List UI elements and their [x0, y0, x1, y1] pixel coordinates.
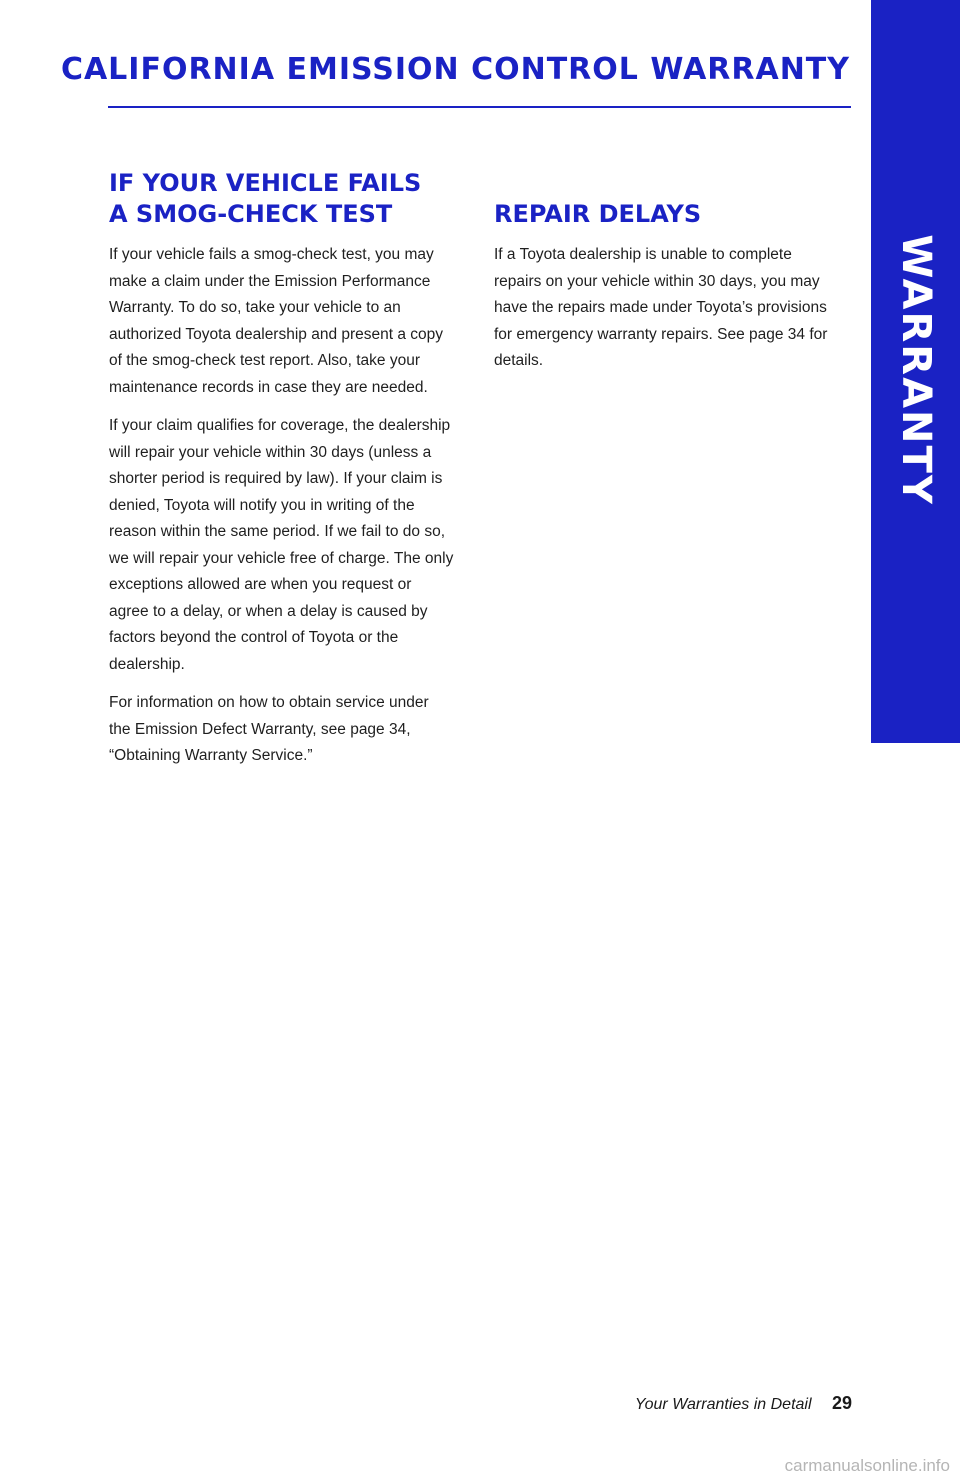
body-paragraph: If your vehicle fails a smog-check test, you may make a claim under the Emission Performance Warranty. To do so, take your vehicle to an authorized Toyota dealership and present a copy of the smog-check test report. Also, take your maintenance records in case they are needed.	[109, 246, 444, 396]
side-tab-label: WARRANTY	[892, 234, 939, 506]
heading-line: IF YOUR VEHICLE FAILS	[109, 169, 422, 197]
section-heading-smog-check	[109, 168, 454, 230]
watermark: carmanualsonline.info	[784, 1456, 950, 1475]
left-column	[109, 168, 454, 782]
body-paragraph: If your claim qualifies for coverage, the dealership will repair your vehicle within 30 days (unless a shorter period is required by law). If your claim is denied, Toyota will notify you in writing of the reason within the same period. If we fail to do so, we will repair your vehicle free of charge. The only exceptions allowed are when you request or agree to a delay, or when a delay is caused by factors beyond the control of Toyota or the dealership.	[109, 417, 454, 673]
heading-line: A SMOG-CHECK TEST	[109, 200, 393, 228]
body-paragraph: For information on how to obtain service under the Emission Defect Warranty, see page 34, “Obtaining Warranty Service.”	[109, 694, 429, 764]
section-heading-repair-delays: REPAIR DELAYS	[494, 200, 702, 228]
footer-section-label: Your Warranties in Detail	[634, 1396, 812, 1413]
right-column	[494, 168, 839, 387]
title-divider	[108, 106, 851, 108]
page-title: CALIFORNIA EMISSION CONTROL WARRANTY	[60, 52, 850, 87]
page-number: 29	[831, 1393, 852, 1413]
page-footer	[635, 1393, 852, 1414]
body-paragraph: If a Toyota dealership is unable to complete repairs on your vehicle within 30 days, you may have the repairs made under Toyota’s provisions for emergency warranty repairs. See page 34 for details.	[494, 246, 828, 369]
side-section-tab	[871, 0, 960, 743]
